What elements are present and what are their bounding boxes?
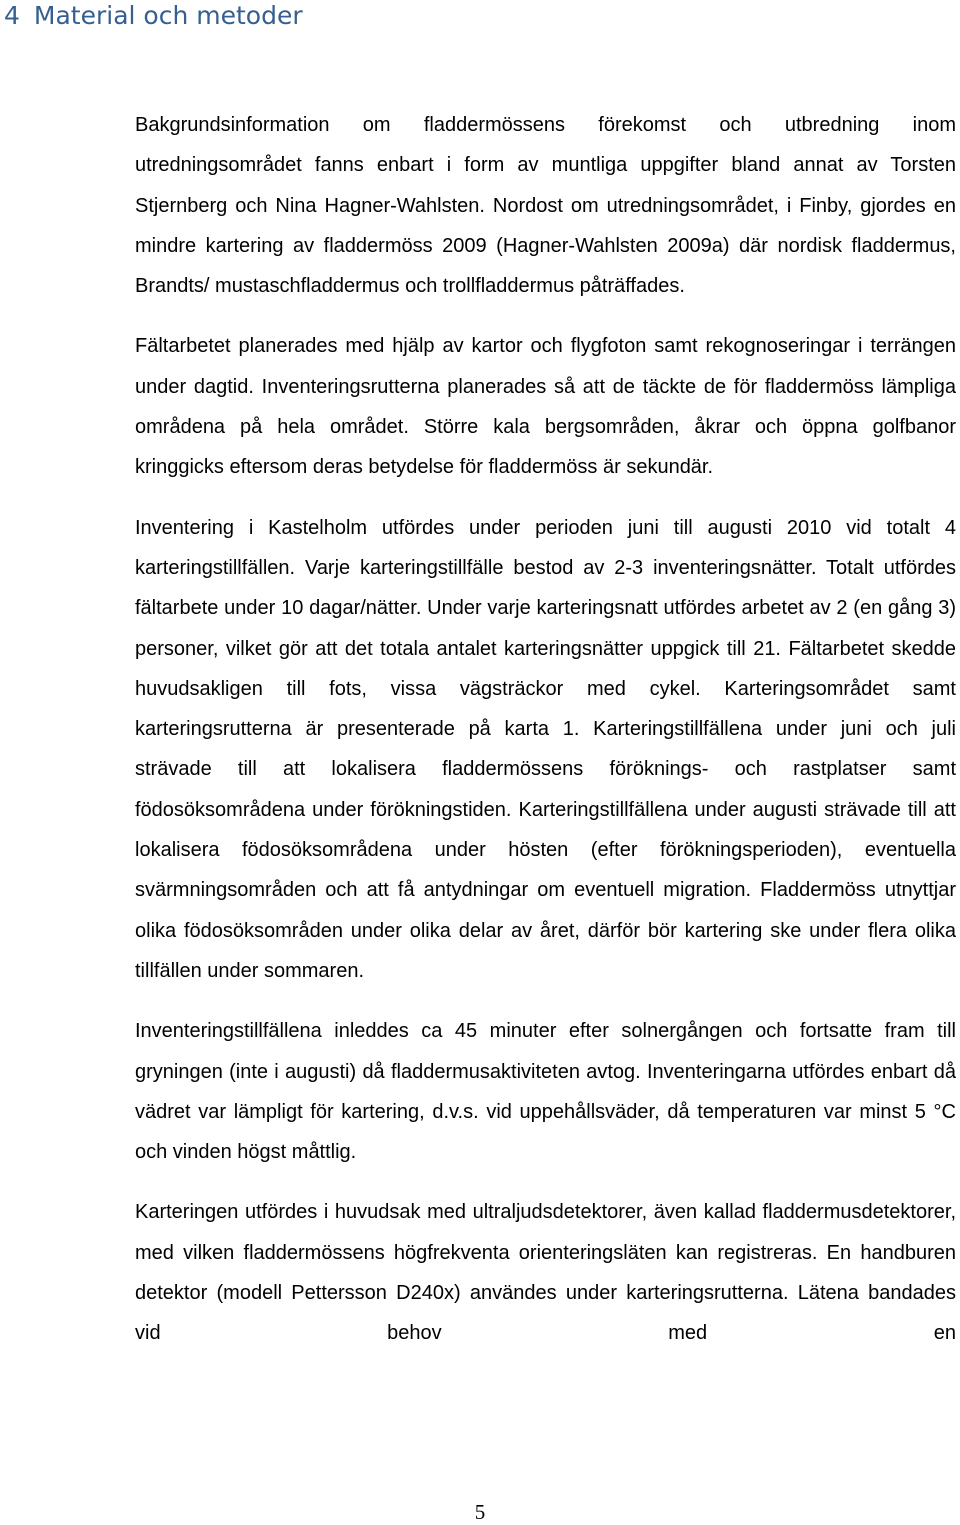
paragraph-detectors: Karteringen utfördes i huvudsak med ultraljudsdetektorer, även kallad fladdermusdetektorer, med vilken fladdermössens högfrekventa orienteringsläten kan registreras. En handburen detektor (modell Pettersson D240x) användes under karteringsrutterna. Lätena bandades vid behov med en bbox=[135, 1201, 956, 1345]
section-number: 4 bbox=[4, 1, 20, 30]
paragraph-inventory-timing: Inventeringstillfällena inleddes ca 45 minuter efter solnergången och fortsatte fram till gryningen (inte i augusti) då fladdermusaktiviteten avtog. Inventeringarna utfördes enbart då vädret var lämpligt för kartering, d.v.s. vid uppehållsväder, då temperaturen var minst 5 °C och vinden högst måttlig. bbox=[135, 1020, 956, 1164]
section-title: Material och metoder bbox=[33, 1, 303, 30]
paragraph-background: Bakgrundsinformation om fladdermössens förekomst och utbredning inom utredningsområdet fanns enbart i form av muntliga uppgifter bland annat av Torsten Stjernberg och Nina Hagner-Wahlsten. Nordost om utredningsområdet, i Finby, gjordes en mindre kartering av fladdermöss 2009 (Hagner-Wahlsten 2009a) där nordisk fladdermus, Brandts/ mustaschfladdermus och trollfladdermus påträffades. bbox=[135, 114, 956, 298]
page-number: 5 bbox=[474, 1500, 486, 1524]
body-text bbox=[135, 105, 956, 1374]
section-heading bbox=[4, 0, 303, 32]
paragraph-inventory-period: Inventering i Kastelholm utfördes under perioden juni till augusti 2010 vid totalt 4 karteringstillfällen. Varje karteringstillfälle bestod av 2-3 inventeringsnätter. Totalt utfördes fältarbete under 10 dagar/nätter. Under varje karteringsnatt utfördes arbetet av 2 (en gång 3) personer, vilket gör att det totala antalet karteringsnätter uppgick till 21. Fältarbetet skedde huvudsakligen till fots, vissa vägsträckor med cykel. Karteringsområdet samt karteringsrutterna är presenterade på karta 1. Karteringstillfällena under juni och juli strävade till att lokalisera fladdermössens föröknings- och rastplatser samt födosöksområdena under förökningstiden. Karteringstillfällena under augusti strävade till att lokalisera födosöksområdena under hösten (efter förökningsperioden), eventuella svärmningsområden och att få antydningar om eventuell migration. Fladdermöss utnyttjar olika födosöksområden under olika delar av året, därför bör kartering ske under flera olika tillfällen under sommaren. bbox=[135, 516, 956, 982]
paragraph-fieldwork-planning: Fältarbetet planerades med hjälp av kartor och flygfoton samt rekognoseringar i terrängen under dagtid. Inventeringsrutterna planerades så att de täckte de för fladdermöss lämpliga områdena på hela området. Större kala bergsområden, åkrar och öppna golfbanor kringgicks eftersom deras betydelse för fladdermöss är sekundär. bbox=[135, 335, 956, 479]
